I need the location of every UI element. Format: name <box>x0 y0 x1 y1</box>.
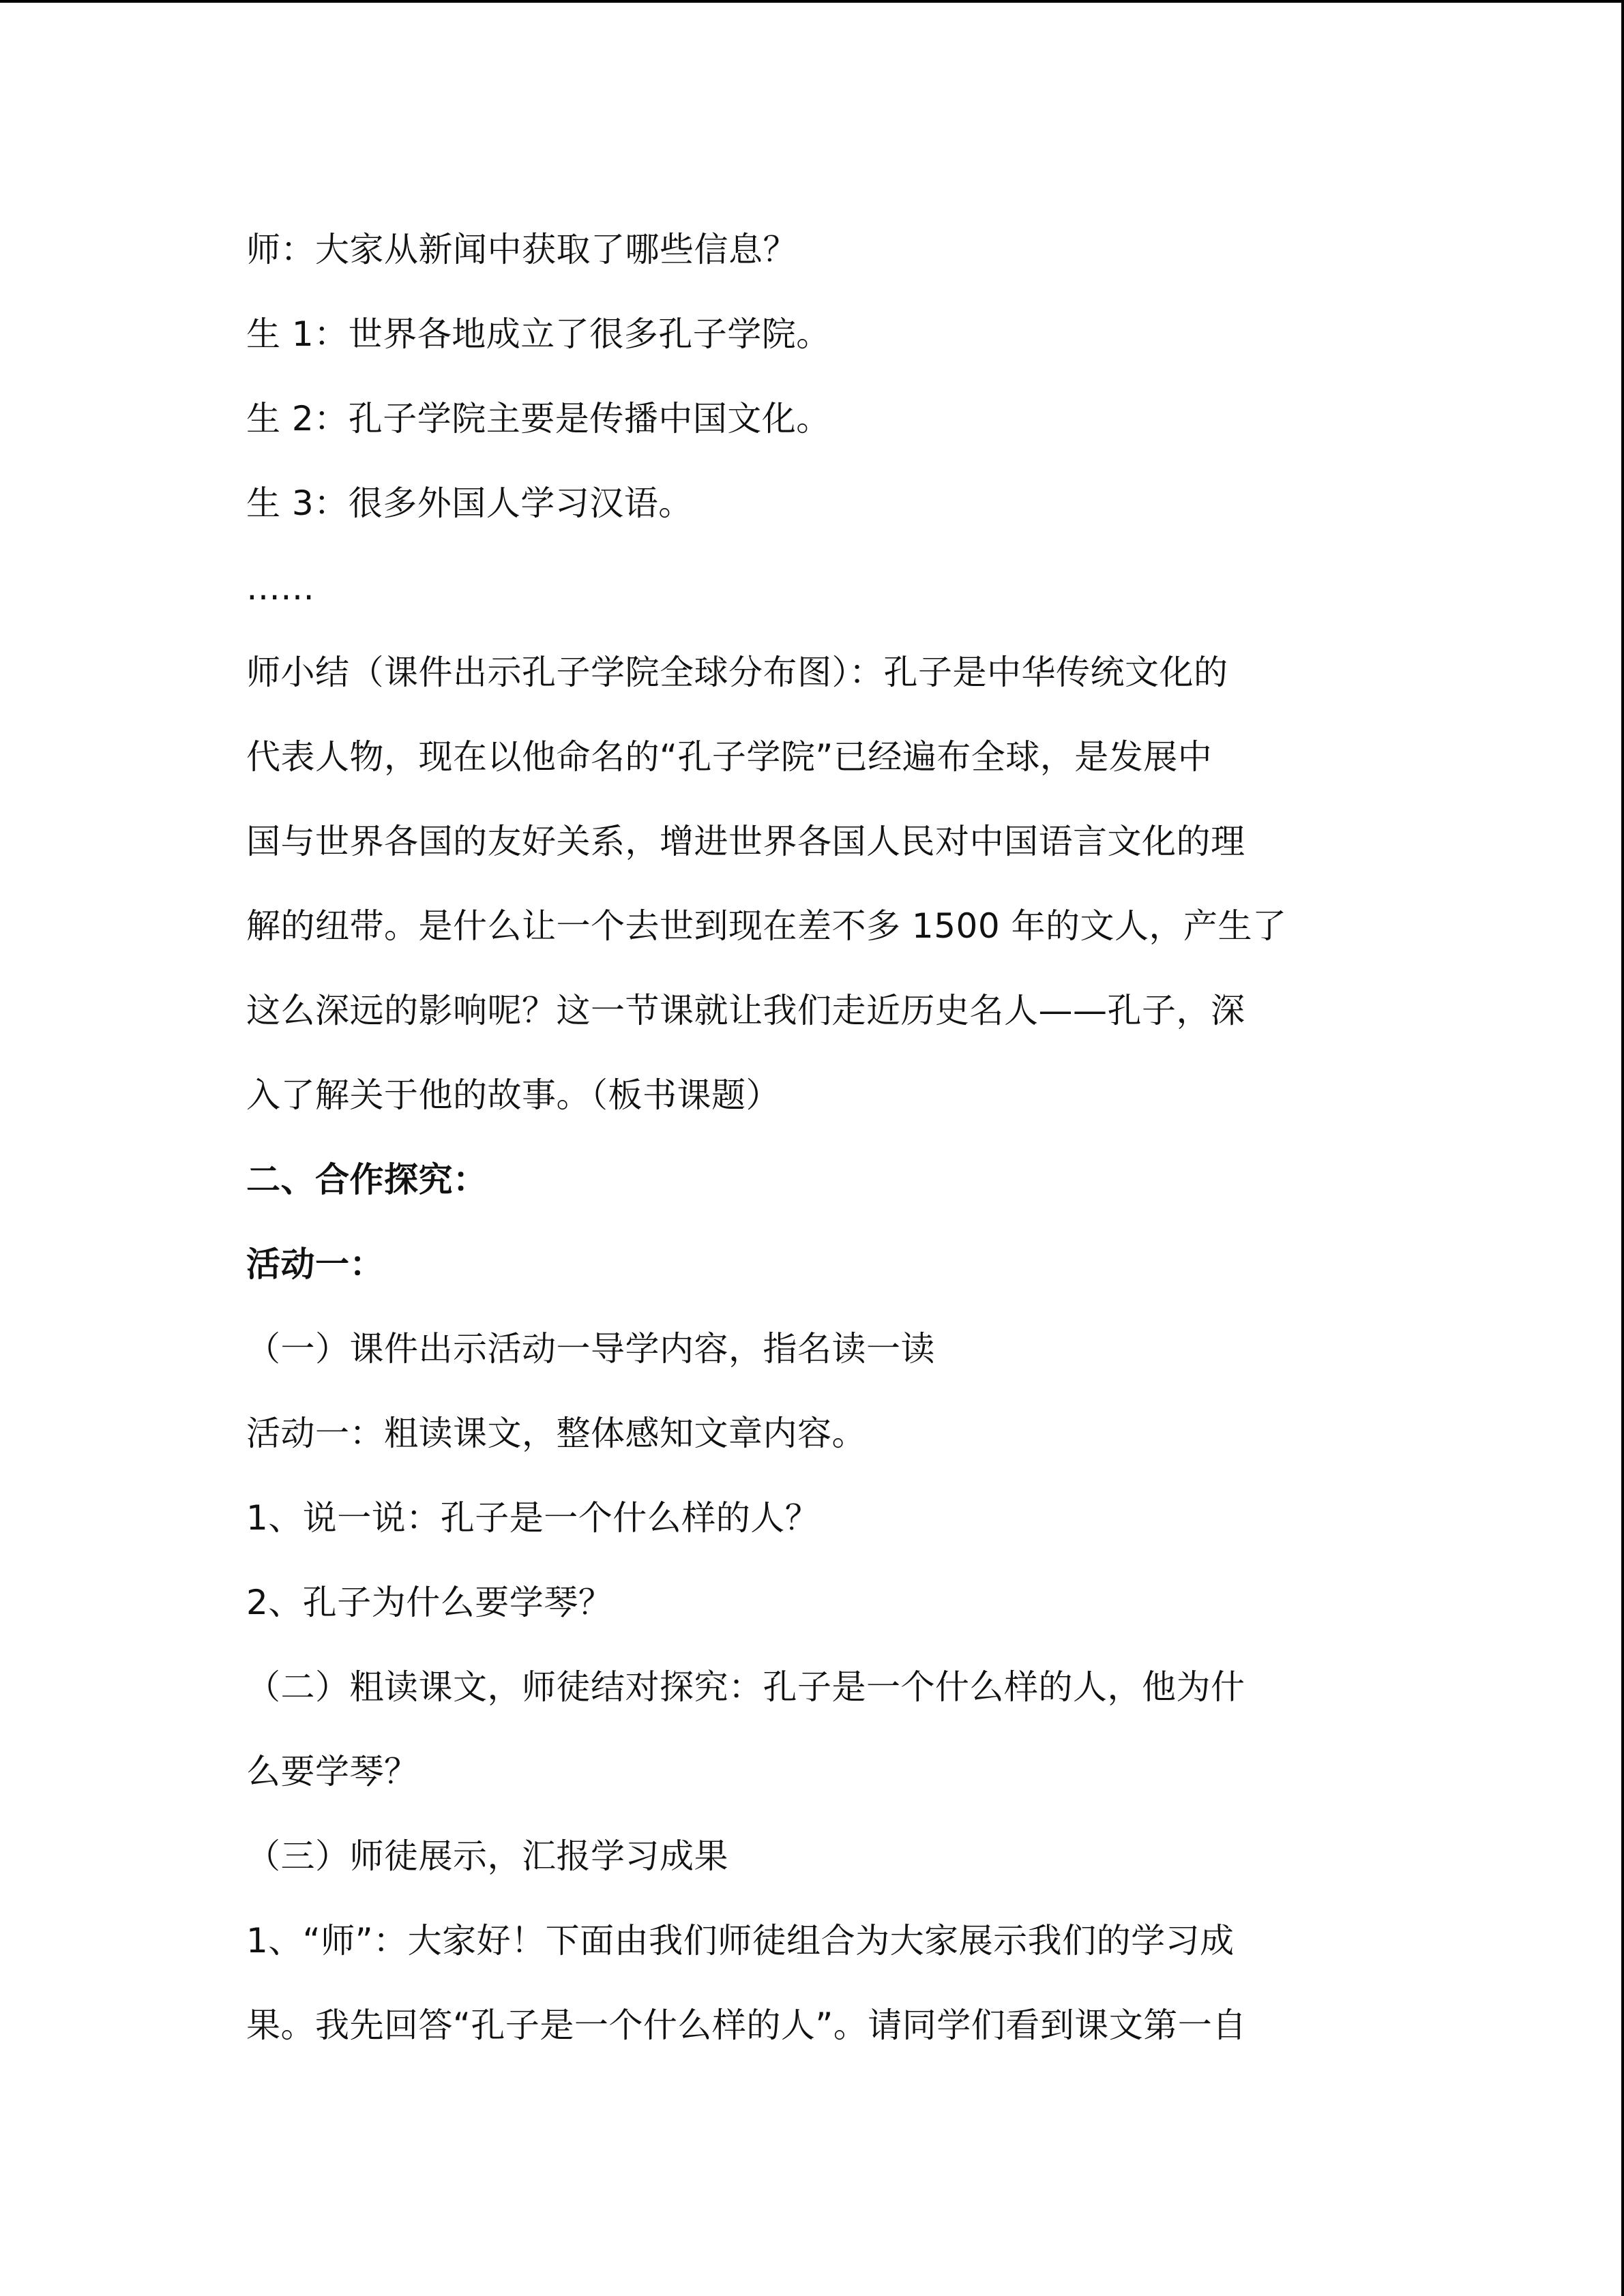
dialogue-line-student-1: 生 1：世界各地成立了很多孔子学院。 <box>246 314 831 354</box>
teacher-summary-line-4: 解的纽带。是什么让一个去世到现在差不多 1500 年的文人，产生了 <box>246 906 1287 946</box>
activity-question-1: 1、说一说：孔子是一个什么样的人？ <box>246 1498 820 1538</box>
dialogue-line-student-2: 生 2：孔子学院主要是传播中国文化。 <box>246 399 831 438</box>
activity-one-heading: 活动一： <box>246 1244 384 1284</box>
teacher-summary-line-5: 这么深远的影响呢？这一节课就让我们走近历史名人——孔子，深 <box>246 991 1245 1030</box>
activity-step-1: （一）课件出示活动一导学内容，指名读一读 <box>246 1329 935 1369</box>
ellipsis-line: …… <box>246 568 314 608</box>
presentation-line-2: 果。我先回答“孔子是一个什么样的人”。请同学们看到课文第一自 <box>246 2006 1247 2045</box>
dialogue-line-teacher-question: 师：大家从新闻中获取了哪些信息？ <box>246 230 797 269</box>
activity-question-2: 2、孔子为什么要学琴？ <box>246 1583 613 1622</box>
page-right-border <box>1621 0 1624 2296</box>
activity-one-instruction: 活动一：粗读课文，整体感知文章内容。 <box>246 1414 866 1453</box>
page-top-border <box>0 0 1624 3</box>
section-heading-cooperative-inquiry: 二、合作探究： <box>246 1160 488 1199</box>
document-body <box>246 207 1378 2068</box>
teacher-summary-line-1: 师小结（课件出示孔子学院全球分布图）：孔子是中华传统文化的 <box>246 653 1228 692</box>
teacher-summary-line-6: 入了解关于他的故事。（板书课题） <box>246 1075 780 1115</box>
teacher-summary-line-2: 代表人物，现在以他命名的“孔子学院”已经遍布全球，是发展中 <box>246 737 1213 777</box>
teacher-summary-line-3: 国与世界各国的友好关系，增进世界各国人民对中国语言文化的理 <box>246 822 1245 861</box>
activity-step-3: （三）师徒展示，汇报学习成果 <box>246 1836 728 1876</box>
presentation-line-1: 1、“师”：大家好！下面由我们师徒组合为大家展示我们的学习成 <box>246 1921 1235 1960</box>
dialogue-line-student-3: 生 3：很多外国人学习汉语。 <box>246 483 693 523</box>
activity-step-2-line-1: （二）粗读课文，师徒结对探究：孔子是一个什么样的人，他为什 <box>246 1667 1245 1707</box>
activity-step-2-line-2: 么要学琴？ <box>246 1752 419 1791</box>
